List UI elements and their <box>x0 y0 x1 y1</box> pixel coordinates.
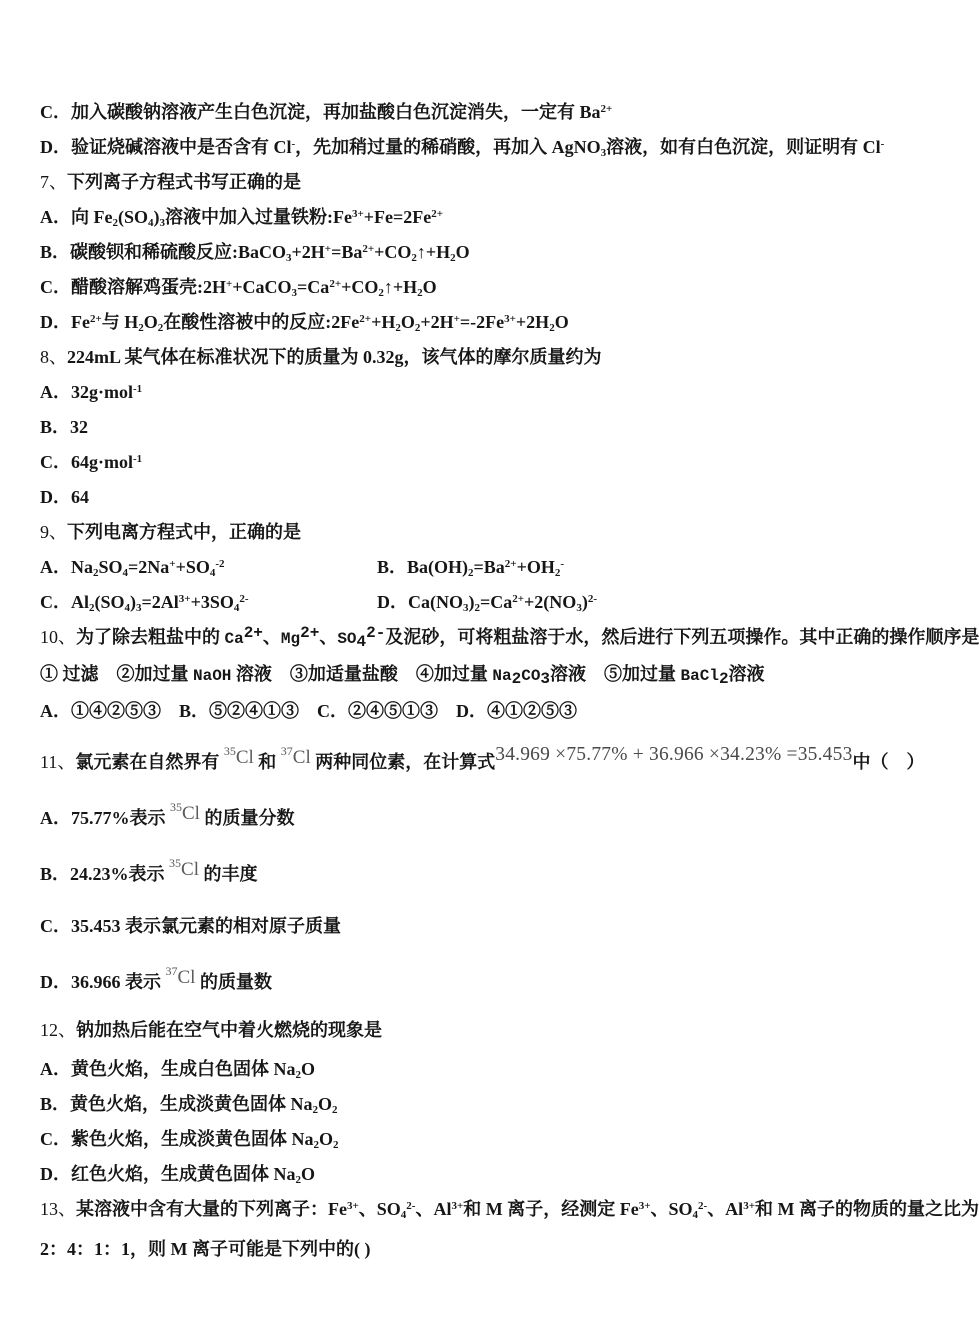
subscript: 2 <box>411 252 417 264</box>
subscript: 2 <box>112 217 118 229</box>
q8-option-b <box>40 410 926 445</box>
text-segment: NaOH <box>193 667 232 685</box>
text-segment: 下列电离方程式中，正确的是 <box>67 522 301 542</box>
subscript: 3 <box>291 287 298 299</box>
isotope-mass-number: 35 <box>170 800 182 814</box>
text-segment: 溶液 ⑤加过量 <box>550 664 681 684</box>
subscript: 2 <box>718 670 729 688</box>
text-segment: +2H <box>291 242 325 262</box>
text-segment: +H <box>371 312 396 332</box>
text-segment: +2H <box>420 312 454 332</box>
text-segment: (SO <box>117 207 148 227</box>
text-segment: 、Al <box>707 1199 744 1219</box>
average-atomic-mass-formula: 34.969 ×75.77% + 36.966 ×34.23% =35.453 <box>495 744 853 765</box>
subscript: 2 <box>313 1139 319 1151</box>
text-segment: 和 <box>253 752 281 772</box>
text-segment: D．验证烧碱溶液中是否含有 Cl <box>40 137 292 157</box>
text-segment: 的质量分数 <box>199 808 295 828</box>
superscript: 2+ <box>431 208 444 220</box>
text-segment: A．黄色火焰，生成白色固体 Na <box>40 1059 296 1079</box>
isotope-mass-number: 37 <box>280 744 293 758</box>
text-segment: BaCl <box>680 667 719 685</box>
q9-stem <box>40 515 926 550</box>
subscript: 4 <box>692 1209 699 1221</box>
subscript: 2 <box>468 567 474 579</box>
text-segment: 、SO <box>358 1199 401 1219</box>
subscript: 2 <box>295 1069 301 1081</box>
q11-option-d <box>40 952 926 1008</box>
text-segment: +CO <box>341 277 379 297</box>
text-segment: ) <box>468 592 475 612</box>
text-segment: ↑+H <box>383 277 418 297</box>
subscript: 2 <box>332 1104 338 1116</box>
text-segment: =-2Fe <box>459 312 505 332</box>
text-segment: 溶液中加入过量铁粉:Fe <box>165 207 352 227</box>
text-segment: A．①④②⑤③ B．⑤②④①③ C．②④⑤①③ D．④①②⑤③ <box>40 701 577 721</box>
text-segment: 溶液 ③加适量盐酸 ④加过量 <box>231 664 493 684</box>
text-segment: +2H <box>515 312 550 332</box>
text-segment: 钠加热后能在空气中着火燃烧的现象是 <box>76 1020 382 1040</box>
q13-stem-line-2 <box>40 1227 926 1271</box>
isotope-notation: $^{35}$Cl <box>223 744 254 768</box>
superscript: 2+ <box>300 624 320 642</box>
subscript: 2 <box>549 322 555 334</box>
superscript: - <box>880 138 885 150</box>
q8-option-d <box>40 480 926 515</box>
text-segment: =Ba <box>473 557 505 577</box>
text-segment: +OH <box>516 557 555 577</box>
subscript: 4 <box>233 602 240 614</box>
text-segment: =Ba <box>331 242 363 262</box>
q9-options-row-2-col-2 <box>377 592 597 612</box>
subscript: 2 <box>157 322 164 334</box>
superscript: 3+ <box>178 593 191 605</box>
text-segment: C．64g·mol <box>40 452 133 472</box>
isotope-notation: $^{35}$Cl <box>170 800 200 824</box>
superscript: 2- <box>698 1200 708 1212</box>
question-number: 7、 <box>40 172 67 192</box>
text-segment: O <box>301 1164 316 1184</box>
text-segment: +Fe=2Fe <box>363 207 432 227</box>
superscript: + <box>453 313 460 325</box>
text-segment: O <box>422 277 437 297</box>
text-segment: B．黄色火焰，生成淡黄色固体 Na <box>40 1094 313 1114</box>
q12-option-a <box>40 1052 926 1087</box>
superscript: 2+ <box>89 313 102 325</box>
isotope-notation: $^{35}$Cl <box>169 856 199 880</box>
q12-option-c <box>40 1122 926 1157</box>
superscript: 2+ <box>504 558 517 570</box>
text-segment: A．向 Fe <box>40 207 113 227</box>
q11-option-c <box>40 900 926 952</box>
text-segment: A．75.77%表示 <box>40 808 170 828</box>
text-segment: =2Na <box>128 557 170 577</box>
subscript: 3 <box>576 602 582 614</box>
superscript: 3+ <box>351 208 364 220</box>
text-segment: 的质量数 <box>195 972 272 992</box>
q11-option-b <box>40 844 926 900</box>
subscript: 2 <box>554 567 561 579</box>
superscript: 2- <box>406 1200 416 1212</box>
text-segment: 、 <box>319 627 338 647</box>
superscript: - <box>291 138 296 150</box>
text-segment: 某溶液中含有大量的下列离子：Fe <box>76 1199 347 1219</box>
superscript: 3+ <box>504 313 516 325</box>
text-segment: D．64 <box>40 487 89 507</box>
text-segment: 2：4：1：1，则 M 离子可能是下列中的( ) <box>40 1239 371 1259</box>
superscript: 2- <box>587 593 597 605</box>
superscript: 2- <box>239 593 249 605</box>
subscript: 2 <box>138 322 144 334</box>
text-segment: +CO <box>374 242 412 262</box>
text-segment: O <box>319 1129 334 1149</box>
subscript: 2 <box>312 1104 319 1116</box>
text-segment: CO <box>521 667 541 685</box>
text-segment: 、SO <box>650 1199 693 1219</box>
question-number: 11、 <box>40 752 76 772</box>
text-segment: O <box>301 1059 316 1079</box>
q7-stem <box>40 165 926 200</box>
q13-stem-line-1 <box>40 1192 979 1227</box>
q9-options-row-2-col-1 <box>40 585 377 620</box>
superscript: + <box>226 278 233 290</box>
subscript: 2 <box>414 322 421 334</box>
superscript: 3+ <box>451 1200 464 1212</box>
superscript: 2+ <box>600 103 613 115</box>
superscript: 3+ <box>743 1200 755 1212</box>
question-number: 13、 <box>40 1199 76 1219</box>
text-segment: ，先加稍过量的稀硝酸，再加入 AgNO <box>295 137 601 157</box>
text-segment: 和 M 离子的物质的量之比为 <box>754 1199 979 1219</box>
text-segment: +3SO <box>190 592 234 612</box>
text-segment: C．35.453 表示氯元素的相对原子质量 <box>40 916 341 936</box>
superscript: 2+ <box>512 593 525 605</box>
subscript: 2 <box>89 602 95 614</box>
q11-stem <box>40 729 926 788</box>
q8-option-c <box>40 445 926 480</box>
text-segment: 的丰度 <box>198 864 258 884</box>
text-segment: 、 <box>262 627 281 647</box>
text-segment: +SO <box>175 557 210 577</box>
question-number: 8、 <box>40 347 67 367</box>
q10-options <box>40 694 926 729</box>
text-segment: 溶液，如有白色沉淀，则证明有 Cl <box>606 137 881 157</box>
text-segment: 氯元素在自然界有 <box>75 752 224 772</box>
subscript: 3 <box>540 670 551 688</box>
subscript: 2 <box>378 287 384 299</box>
q6-option-d <box>40 130 926 165</box>
text-segment: ① 过滤 ②加过量 <box>40 664 193 684</box>
text-segment: 、Al <box>415 1199 452 1219</box>
superscript: 3+ <box>346 1200 359 1212</box>
subscript: 4 <box>356 633 367 651</box>
question-number: 10、 <box>40 627 76 647</box>
text-segment: ) <box>153 207 160 227</box>
text-segment: +CaCO <box>232 277 292 297</box>
text-segment: C．Al <box>40 592 89 612</box>
q6-option-c <box>40 95 926 130</box>
text-segment: A．32g·mol <box>40 382 133 402</box>
subscript: 2 <box>395 322 401 334</box>
q7-option-b <box>40 235 926 270</box>
text-segment: B．24.23%表示 <box>40 864 170 884</box>
superscript: 2+ <box>243 624 263 642</box>
subscript: 4 <box>148 217 154 229</box>
q7-option-a <box>40 200 926 235</box>
text-segment: 在酸性溶被中的反应:2Fe <box>163 312 360 332</box>
isotope-notation: $^{37}$Cl <box>165 964 196 988</box>
superscript: 2+ <box>362 243 375 255</box>
subscript: 3 <box>600 147 607 159</box>
text-segment: O <box>143 312 158 332</box>
text-segment: D．红色火焰，生成黄色固体 Na <box>40 1164 296 1184</box>
text-segment: 溶液 <box>728 664 765 684</box>
text-segment: 中（ ） <box>852 752 925 772</box>
text-segment: 及泥砂，可将粗盐溶于水，然后进行下列五项操作。其中正确的操作顺序是 <box>385 627 979 647</box>
isotope-mass-number: 35 <box>223 744 236 758</box>
text-segment: =Ca <box>297 277 330 297</box>
superscript: 2+ <box>329 278 342 290</box>
q8-stem <box>40 340 926 375</box>
text-segment: SO <box>337 630 357 648</box>
text-segment: Ca <box>224 630 244 648</box>
text-segment: ↑+H <box>416 242 451 262</box>
subscript: 2 <box>93 567 99 579</box>
text-segment: O <box>554 312 569 332</box>
text-segment: O <box>400 312 415 332</box>
q11-option-a <box>40 788 926 844</box>
text-segment: O <box>455 242 470 262</box>
text-segment: 为了除去粗盐中的 <box>76 627 225 647</box>
text-segment: B．32 <box>40 417 89 437</box>
text-segment: O <box>318 1094 333 1114</box>
text-segment: D．Fe <box>40 312 90 332</box>
text-segment: 与 H <box>101 312 139 332</box>
isotope-notation: $^{37}$Cl <box>280 744 311 768</box>
text-segment: 两种同位素，在计算式 <box>310 752 496 772</box>
q9-options-row-2 <box>40 585 926 620</box>
superscript: + <box>169 558 176 570</box>
subscript: 4 <box>124 602 131 614</box>
question-number: 9、 <box>40 522 67 542</box>
superscript: 2- <box>366 624 386 642</box>
question-number: 12、 <box>40 1020 76 1040</box>
subscript: 3 <box>286 252 292 264</box>
q12-option-d <box>40 1157 926 1192</box>
subscript: 4 <box>209 567 216 579</box>
q7-option-d <box>40 305 926 340</box>
q12-stem <box>40 1008 926 1052</box>
q9-options-row-1 <box>40 550 926 585</box>
superscript: -1 <box>133 453 143 465</box>
subscript: 2 <box>474 602 480 614</box>
text-segment: B．Ba(OH) <box>377 557 469 577</box>
q12-option-b <box>40 1087 926 1122</box>
subscript: 2 <box>511 670 522 688</box>
subscript: 4 <box>400 1209 407 1221</box>
isotope-mass-number: 37 <box>165 964 178 978</box>
text-segment: SO <box>98 557 123 577</box>
superscript: + <box>324 243 332 255</box>
text-segment: C．醋酸溶解鸡蛋壳:2H <box>40 277 226 297</box>
text-segment: 下列离子方程式书写正确的是 <box>67 172 301 192</box>
subscript: 2 <box>295 1174 301 1186</box>
q8-option-a <box>40 375 926 410</box>
text-segment: D．Ca(NO <box>377 592 463 612</box>
text-segment: D．36.966 表示 <box>40 972 166 992</box>
subscript: 3 <box>463 602 469 614</box>
text-segment: C．加入碳酸钠溶液产生白色沉淀，再加盐酸白色沉淀消失，一定有 Ba <box>40 102 601 122</box>
text-segment: =Ca <box>480 592 513 612</box>
subscript: 4 <box>122 567 129 579</box>
text-segment: +2(NO <box>524 592 577 612</box>
text-segment: A．Na <box>40 557 93 577</box>
q7-option-c <box>40 270 926 305</box>
superscript: 3+ <box>638 1200 651 1212</box>
superscript: - <box>560 558 564 570</box>
q10-stem <box>40 620 979 657</box>
q10-operations <box>40 657 926 694</box>
text-segment: Mg <box>280 630 301 648</box>
superscript: 2+ <box>359 313 372 325</box>
subscript: 3 <box>159 217 165 229</box>
text-segment: (SO <box>94 592 125 612</box>
subscript: 2 <box>450 252 456 264</box>
text-segment: =2Al <box>141 592 179 612</box>
text-segment: ) <box>130 592 137 612</box>
text-segment: Na <box>492 667 512 685</box>
q9-options-row-1-col-2 <box>377 557 564 577</box>
text-segment: 224mL 某气体在标准状况下的质量为 0.32g，该气体的摩尔质量约为 <box>67 347 602 367</box>
superscript: -2 <box>215 558 225 570</box>
text-segment: C．紫色火焰，生成淡黄色固体 Na <box>40 1129 314 1149</box>
text-segment: B．碳酸钡和稀硫酸反应:BaCO <box>40 242 287 262</box>
text-segment: 和 M 离子，经测定 Fe <box>463 1199 639 1219</box>
subscript: 3 <box>136 602 142 614</box>
superscript: -1 <box>133 383 143 395</box>
subscript: 2 <box>333 1139 339 1151</box>
q9-options-row-1-col-1 <box>40 550 377 585</box>
subscript: 2 <box>417 287 423 299</box>
isotope-mass-number: 35 <box>169 856 182 870</box>
text-segment: ) <box>581 592 588 612</box>
